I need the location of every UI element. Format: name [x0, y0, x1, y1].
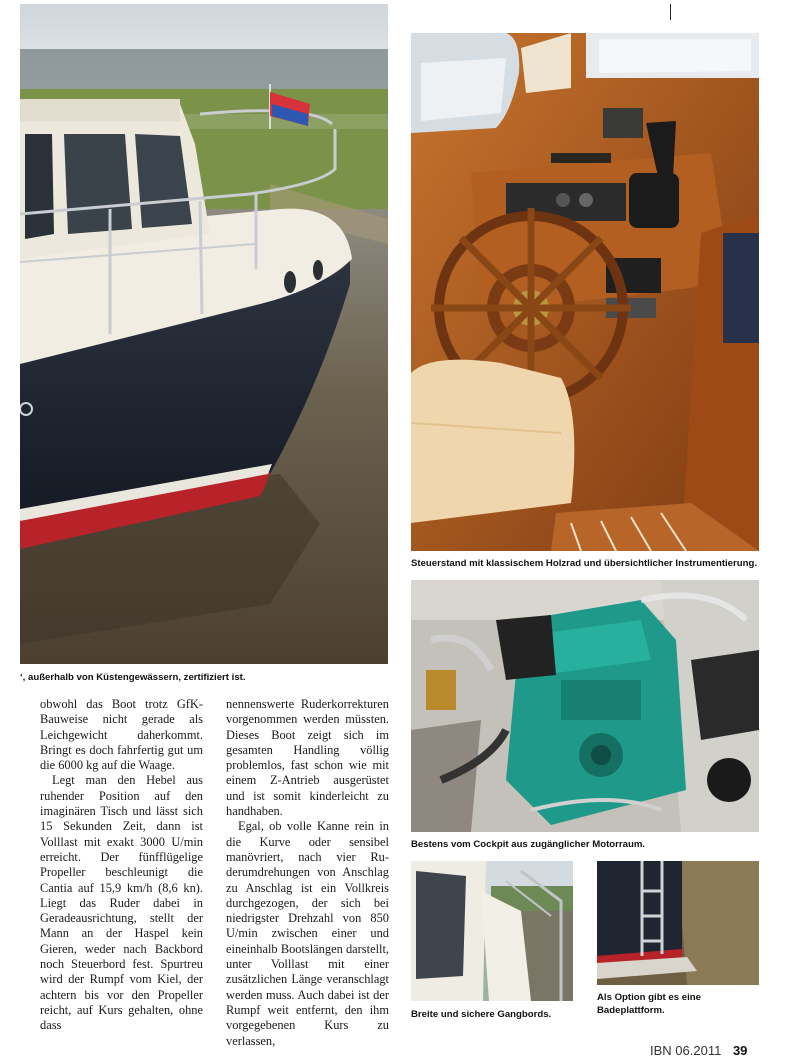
side-deck-photo [411, 861, 573, 1001]
helm-station-photo [411, 33, 759, 551]
boat-bow-photo [20, 4, 388, 664]
body-column-2 [226, 697, 389, 1049]
body-column-1 [40, 697, 203, 1034]
body-paragraph: Egal, ob volle Kanne rein in die Kurve oder sensibel manövriert, nach vier Ruderumdrehungen von Anschlag zu Anschlag ist ein Vollkreis durchgezogen, der sich bei niedrigster Drehzahl von 850 U/min zwischen einer und eineinhalb Bootslängen darstellt, unter Volllast mit einer zusätzlichen Länge veranschlagt werden muss. Auch dabei ist der Rumpf weit entfernt, den ihm vorgegebenen Kurs zu verlassen, [226, 819, 389, 1048]
hero-caption: ‘, außerhalb von Küstengewässern, zertifiziert ist. [20, 672, 246, 683]
page-number: 39 [732, 1043, 748, 1058]
swim-platform-photo [597, 861, 759, 985]
body-paragraph: nennenswerte Ruderkorrekturen vorgenommen werden müssten. Dieses Boot zeigt sich im gesamten Handling völlig problemlos, fast schon wie mit einem Z-Antrieb ausgerüstet und ist somit kinderleicht zu handhaben. [226, 697, 389, 819]
header-divider [670, 4, 671, 20]
platform-caption-line1: Als Option gibt es eine [597, 992, 701, 1003]
platform-caption-line2: Badeplattform. [597, 1005, 665, 1016]
helm-caption: Steuerstand mit klassischem Holzrad und übersichtlicher Instrumentierung. [411, 558, 757, 569]
body-paragraph: Legt man den Hebel aus ruhender Position auf den imaginären Tisch und lässt sich 15 Sekunden Zeit, dann ist Volllast mit exakt 3000 U/min erreicht. Der fünfflügelige Propeller beschleunigt die Cantia auf 15,9 km/h (8,6 kn). Liegt das Ruder dabei in Geradeausrichtung, stellt der Mann an der Haspel kein Gieren, weder nach Backbord noch Steuerbord fest. Spurtreu wird der Rumpf vom Kiel, der achtern bis vor den Propeller reicht, auf Kurs gehalten, ohne dass [40, 773, 203, 1033]
platform-caption [597, 991, 767, 1017]
page-footer [650, 1043, 747, 1058]
engine-room-photo [411, 580, 759, 832]
body-paragraph: obwohl das Boot trotz GfK-Bauweise nicht gerade als Leichgewicht daherkommt. Bringt es doch fahrfertig gut um die 6000 kg auf die Waage. [40, 697, 203, 773]
issue-label: IBN 06.2011 [650, 1043, 722, 1058]
engine-caption: Bestens vom Cockpit aus zugänglicher Motorraum. [411, 839, 646, 850]
deck-caption: Breite und sichere Gangbords. [411, 1009, 552, 1020]
